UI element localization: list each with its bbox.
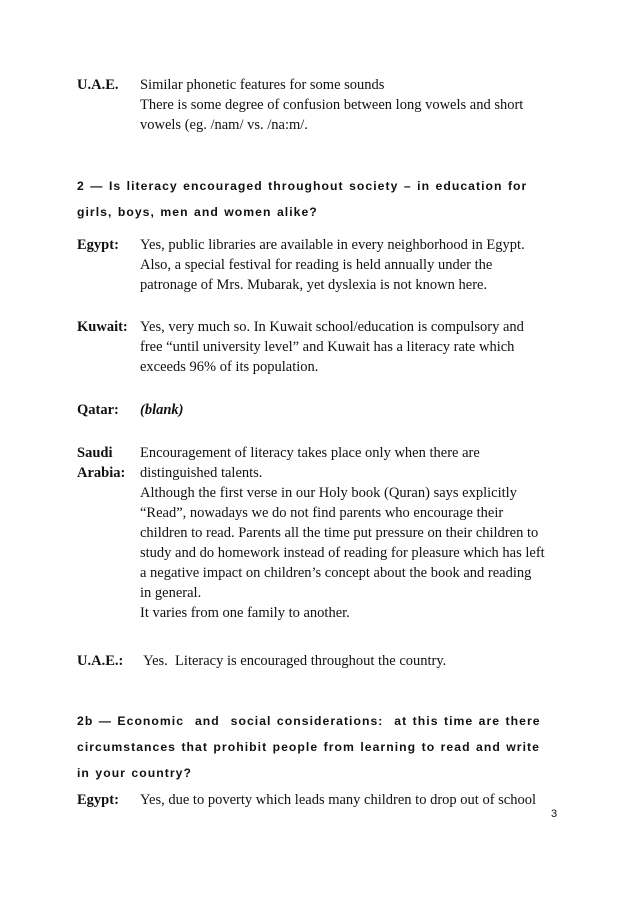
answer-line: in general.: [140, 585, 202, 601]
question-line: girls, boys, men and women alike?: [77, 205, 318, 219]
page-number: 3: [551, 808, 558, 820]
question-line: circumstances that prohibit people from learning to read and write: [77, 740, 540, 754]
answer-line: Yes, due to poverty which leads many children to drop out of school: [140, 792, 537, 808]
answer-line: exceeds 96% of its population.: [140, 359, 319, 375]
answer-line: distinguished talents.: [140, 465, 263, 481]
answer-line: patronage of Mrs. Mubarak, yet dyslexia is not known here.: [140, 277, 488, 293]
country-label-line: Saudi: [77, 445, 113, 461]
country-label-line: Arabia:: [77, 465, 126, 481]
question-2: [77, 173, 557, 225]
answer-line: There is some degree of confusion between long vowels and short: [140, 97, 524, 113]
answer-text: [140, 400, 580, 420]
country-label: Egypt:: [77, 792, 119, 808]
answer-text: [140, 317, 580, 377]
question-line: 2 — Is literacy encouraged throughout society – in education for: [77, 179, 528, 193]
answer-line: vowels (eg. /nam/ vs. /na:m/.: [140, 117, 308, 133]
answer-text: [140, 443, 580, 623]
country-label: Egypt:: [77, 237, 119, 253]
country-label: Qatar:: [77, 402, 119, 418]
answer-line: It varies from one family to another.: [140, 605, 350, 621]
answer-line: “Read”, nowadays we do not find parents who encourage their: [140, 505, 504, 521]
country-label: [77, 443, 125, 483]
country-label: Kuwait:: [77, 319, 128, 335]
answer-text: [140, 790, 580, 810]
answer-line: Also, a special festival for reading is held annually under the: [140, 257, 493, 273]
answer-line: Yes, public libraries are available in every neighborhood in Egypt.: [140, 237, 525, 253]
answer-line: free “until university level” and Kuwait has a literacy rate which: [140, 339, 515, 355]
question-line: in your country?: [77, 766, 192, 780]
answer-line: a negative impact on children’s concept about the book and reading: [140, 565, 532, 581]
answer-line: Yes. Literacy is encouraged throughout the country.: [140, 653, 447, 669]
answer-text: [140, 75, 580, 135]
answer-line: Although the first verse in our Holy book (Quran) says explicitly: [140, 485, 517, 501]
answer-line: Similar phonetic features for some sounds: [140, 77, 385, 93]
answer-line: Yes, very much so. In Kuwait school/education is compulsory and: [140, 319, 524, 335]
country-label: U.A.E.:: [77, 653, 124, 669]
question-line: 2b — Economic and social considerations: at this time are there: [77, 714, 541, 728]
answer-line: (blank): [140, 402, 184, 418]
answer-line: children to read. Parents all the time put pressure on their children to: [140, 525, 539, 541]
question-2b: [77, 708, 557, 786]
answer-line: Encouragement of literacy takes place only when there are: [140, 445, 480, 461]
answer-text: [140, 651, 580, 671]
answer-text: [140, 235, 580, 295]
answer-line: study and do homework instead of reading for pleasure which has left: [140, 545, 545, 561]
country-label: U.A.E.: [77, 77, 119, 93]
